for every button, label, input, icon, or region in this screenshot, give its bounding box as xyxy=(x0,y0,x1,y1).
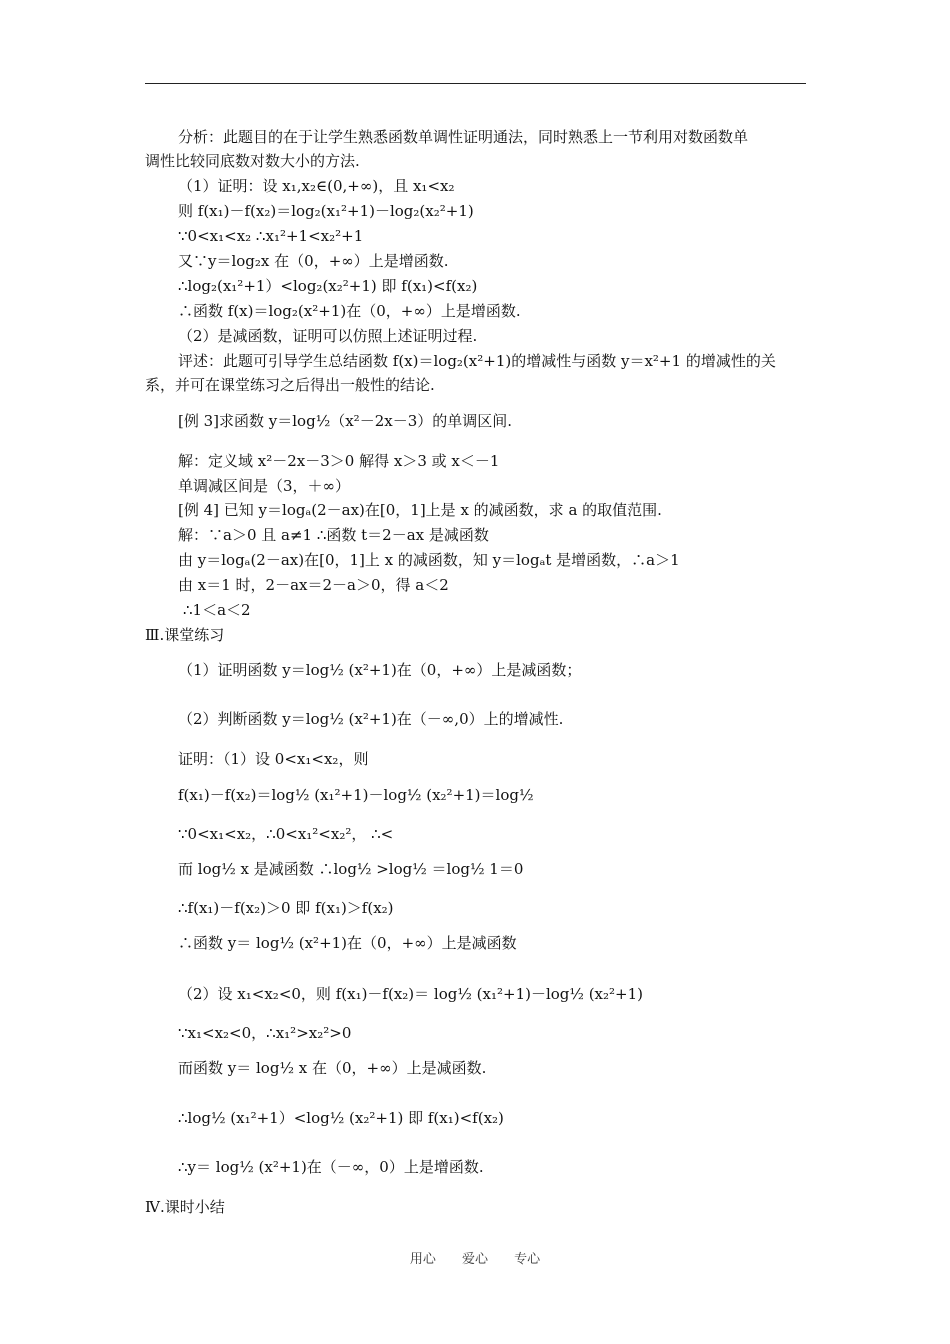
text-line: （1）证明：设 x₁,x₂∈(0,+∞)，且 x₁<x₂ xyxy=(178,177,455,195)
section-heading: Ⅳ.课时小结 xyxy=(145,1198,225,1216)
page-footer: 用心 爱心 专心 xyxy=(409,1252,541,1267)
text-line: 由 x＝1 时，2－ax＝2－a＞0，得 a＜2 xyxy=(178,576,449,594)
section-heading: Ⅲ.课堂练习 xyxy=(145,626,225,644)
text-line: 解：∵a＞0 且 a≠1 ∴函数 t＝2－ax 是减函数 xyxy=(178,526,489,544)
text-line: 评述：此题可引导学生总结函数 f(x)＝log₂(x²+1)的增减性与函数 y＝x²+1 的增减性的关 xyxy=(178,352,776,370)
text-line: ∵x₁<x₂<0，∴x₁²>x₂²>0 xyxy=(178,1024,352,1042)
text-line: （2）设 x₁<x₂<0，则 f(x₁)－f(x₂)＝ log½ (x₁²+1)－log½ (x₂²+1) xyxy=(178,985,644,1003)
text-line: ∴log₂(x₁²+1）<log₂(x₂²+1) 即 f(x₁)<f(x₂) xyxy=(178,277,478,295)
text-line: 由 y＝logₐ(2－ax)在[0，1]上 x 的减函数，知 y＝logₐt 是增函数，∴a＞1 xyxy=(178,551,680,569)
text-line: ∴1＜a＜2 xyxy=(183,601,251,619)
text-line: 系，并可在课堂练习之后得出一般性的结论. xyxy=(145,376,435,394)
header-rule xyxy=(145,83,806,84)
text-line: 解：定义域 x²－2x－3＞0 解得 x＞3 或 x＜－1 xyxy=(178,452,500,470)
text-line: [例 3]求函数 y＝log½（x²－2x－3）的单调区间. xyxy=(178,412,513,430)
text-line: 调性比较同底数对数大小的方法. xyxy=(145,152,360,170)
text-line: 则 f(x₁)－f(x₂)＝log₂(x₁²+1)－log₂(x₂²+1) xyxy=(178,202,474,220)
text-line: 单调减区间是（3，＋∞） xyxy=(178,477,351,495)
text-line: [例 4] 已知 y＝logₐ(2－ax)在[0，1]上是 x 的减函数，求 a 的取值范围. xyxy=(178,501,662,519)
text-line: ∴f(x₁)－f(x₂)＞0 即 f(x₁)＞f(x₂) xyxy=(178,899,394,917)
text-line: 证明：（1）设 0<x₁<x₂，则 xyxy=(178,750,369,768)
text-line: ∴y＝ log½ (x²+1)在（－∞，0）上是增函数. xyxy=(178,1158,484,1176)
text-line: f(x₁)－f(x₂)＝log½ (x₁²+1)－log½ (x₂²+1)＝log½ xyxy=(178,786,534,804)
text-line: ∵0<x₁<x₂，∴0<x₁²<x₂²， ∴< xyxy=(178,825,394,843)
text-line: （2）判断函数 y＝log½ (x²+1)在（－∞,0）上的增减性. xyxy=(178,710,564,728)
text-line: 分析：此题目的在于让学生熟悉函数单调性证明通法，同时熟悉上一节利用对数函数单 xyxy=(178,128,749,146)
text-line: ∵0<x₁<x₂ ∴x₁²+1<x₂²+1 xyxy=(178,227,364,245)
text-line: ∴log½ (x₁²+1）<log½ (x₂²+1) 即 f(x₁)<f(x₂) xyxy=(178,1109,504,1127)
text-line: 而函数 y＝ log½ x 在（0，+∞）上是减函数. xyxy=(178,1059,487,1077)
text-line: ∴函数 y＝ log½ (x²+1)在（0，+∞）上是减函数 xyxy=(178,934,517,952)
text-line: 又∵y＝log₂x 在（0，+∞）上是增函数. xyxy=(178,252,449,270)
text-line: ∴函数 f(x)＝log₂(x²+1)在（0，+∞）上是增函数. xyxy=(178,302,521,320)
text-line: （1）证明函数 y＝log½ (x²+1)在（0，+∞）上是减函数； xyxy=(178,661,582,679)
text-line: 而 log½ x 是减函数 ∴log½ >log½ ＝log½ 1＝0 xyxy=(178,860,524,878)
text-line: （2）是减函数，证明可以仿照上述证明过程. xyxy=(178,327,478,345)
